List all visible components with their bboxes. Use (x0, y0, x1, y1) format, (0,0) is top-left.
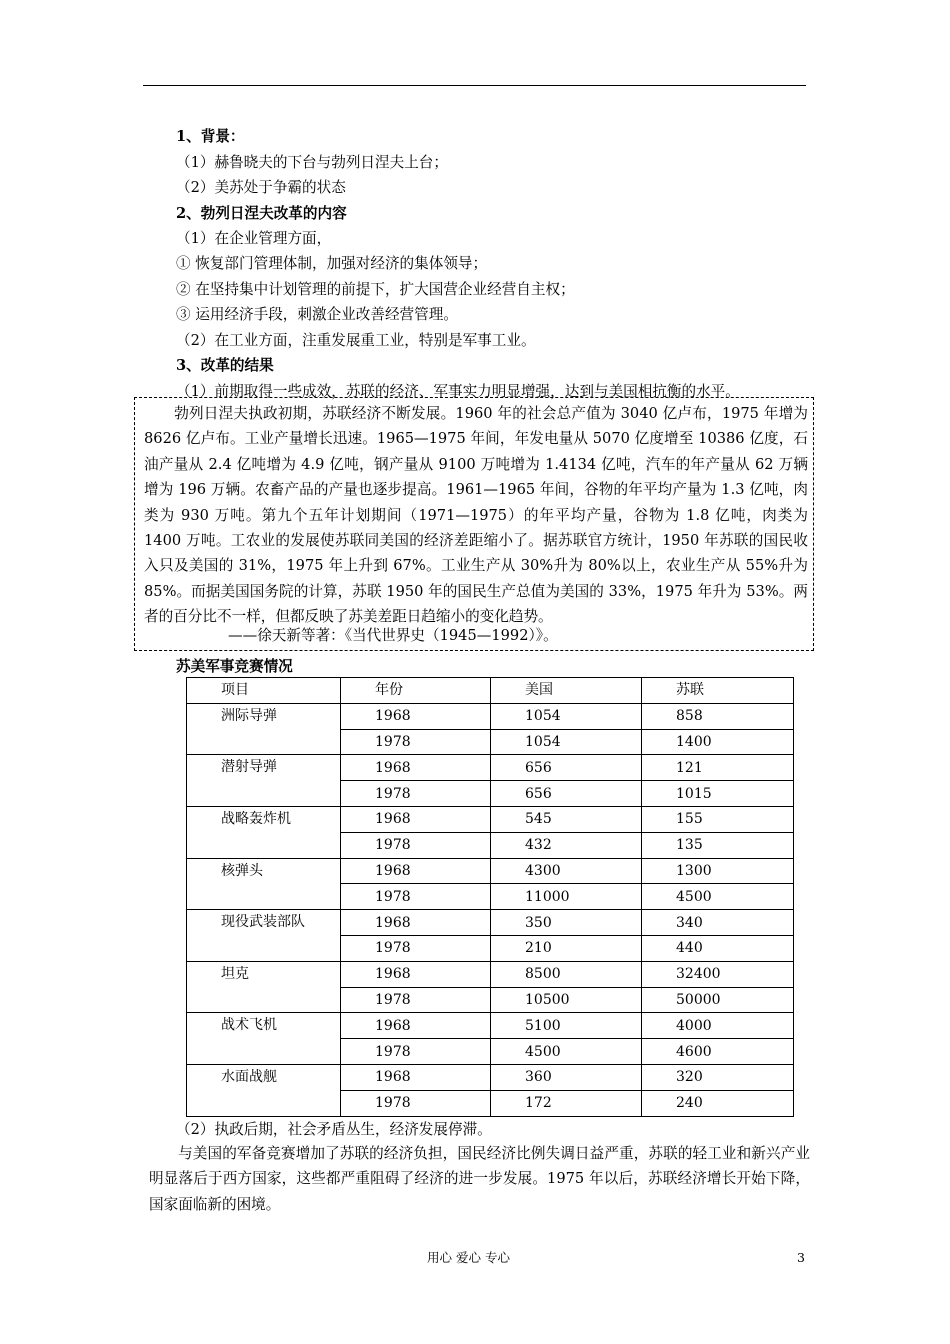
usa-cell: 172 (491, 1090, 642, 1116)
content-item-1a: ① 恢复部门管理体制，加强对经济的集体领导； (176, 255, 488, 272)
header-usa: 美国 (491, 678, 642, 704)
quote-body: 勃列日涅夫执政初期，苏联经济不断发展。1960 年的社会总产值为 3040 亿卢布，1975 年增为 8626 亿卢布。工业产量增长迅速。1965—1975 年间，年发电量从 5070 亿度增至 10386 亿度，石油产量从 2.4 亿吨增为 4.9 亿吨，钢产量从 9100 万吨增为 1.4134 亿吨，汽车的年产量从 62 万辆增为 196 万辆。农畜产品的产量也逐步提高。1961—1965 年间，谷物的年平均产量为 1.3 亿吨，肉类为 930 万吨。第九个五年计划期间（1971—1975）的年平均产量，谷物为 1.8 亿吨，肉类为 1400 万吨。工农业的发展使苏联同美国的经济差距缩小了。据苏联官方统计，1950 年苏联的国民收入只及美国的 31%，1975 年上升到 67%。工业生产从 30%升为 80%以上，农业生产从 55%升为 85%。而据美国国务院的计算，苏联 1950 年的国民生产总值为美国的 33%，1975 年升为 53%。两者的百分比不一样，但都反映了苏美差距日趋缩小的变化趋势。 (144, 405, 808, 626)
closing-paragraph (149, 1141, 810, 1217)
year-cell: 1978 (341, 987, 491, 1013)
item-cell: 水面战舰 (187, 1064, 341, 1116)
ussr-cell: 135 (642, 832, 794, 858)
closing-text: 与美国的军备竞赛增加了苏联的经济负担，国民经济比例失调日益严重，苏联的轻工业和新兴产业明显落后于西方国家，这些都严重阻碍了经济的进一步发展。1975 年以后，苏联经济增长开始下降，国家面临新的困境。 (149, 1145, 810, 1213)
ussr-cell: 121 (642, 755, 794, 781)
background-item-1: （1）赫鲁晓夫的下台与勃列日涅夫上台； (176, 154, 448, 171)
item-cell: 现役武装部队 (187, 910, 341, 962)
item-cell: 坦克 (187, 961, 341, 1013)
ussr-cell: 320 (642, 1064, 794, 1090)
header-ussr: 苏联 (642, 678, 794, 704)
header-rule (143, 85, 806, 86)
table-header-row (187, 678, 794, 704)
ussr-cell: 4600 (642, 1039, 794, 1065)
year-cell: 1968 (341, 755, 491, 781)
usa-cell: 4500 (491, 1039, 642, 1065)
year-cell: 1978 (341, 1090, 491, 1116)
usa-cell: 360 (491, 1064, 642, 1090)
usa-cell: 10500 (491, 987, 642, 1013)
result-item-1: （1）前期取得一些成效，苏联的经济、军事实力明显增强，达到与美国相抗衡的水平。 (176, 383, 740, 400)
ussr-cell: 32400 (642, 961, 794, 987)
usa-cell: 656 (491, 755, 642, 781)
usa-cell: 432 (491, 832, 642, 858)
usa-cell: 545 (491, 806, 642, 832)
year-cell: 1968 (341, 1013, 491, 1039)
year-cell: 1968 (341, 703, 491, 729)
ussr-cell: 240 (642, 1090, 794, 1116)
table-title: 苏美军事竞赛情况 (176, 658, 293, 675)
table-row (187, 961, 794, 987)
item-cell: 潜射导弹 (187, 755, 341, 807)
heading-reform-result: 3、改革的结果 (176, 357, 274, 374)
ussr-cell: 1015 (642, 781, 794, 807)
ussr-cell: 4500 (642, 884, 794, 910)
table-row (187, 858, 794, 884)
usa-cell: 11000 (491, 884, 642, 910)
ussr-cell: 1300 (642, 858, 794, 884)
item-cell: 战略轰炸机 (187, 806, 341, 858)
content-item-1b: ② 在坚持集中计划管理的前提下，扩大国营企业经营自主权； (176, 281, 575, 298)
ussr-cell: 340 (642, 910, 794, 936)
year-cell: 1968 (341, 1064, 491, 1090)
year-cell: 1968 (341, 806, 491, 832)
usa-cell: 4300 (491, 858, 642, 884)
ussr-cell: 440 (642, 935, 794, 961)
military-race-table (186, 677, 794, 1117)
year-cell: 1978 (341, 1039, 491, 1065)
ussr-cell: 1400 (642, 729, 794, 755)
ussr-cell: 50000 (642, 987, 794, 1013)
content-item-2: （2）在工业方面，注重发展重工业，特别是军事工业。 (176, 332, 536, 349)
item-cell: 战术飞机 (187, 1013, 341, 1065)
header-item: 项目 (187, 678, 341, 704)
content-item-1: （1）在企业管理方面， (176, 230, 332, 247)
ussr-cell: 155 (642, 806, 794, 832)
year-cell: 1978 (341, 935, 491, 961)
ussr-cell: 858 (642, 703, 794, 729)
header-year: 年份 (341, 678, 491, 704)
table-row (187, 703, 794, 729)
item-cell: 洲际导弹 (187, 703, 341, 755)
table-row (187, 806, 794, 832)
footer-motto: 用心 爱心 专心 (427, 1250, 510, 1265)
usa-cell: 210 (491, 935, 642, 961)
quote-citation: ——徐天新等著：《当代世界史（1945—1992）》。 (228, 627, 558, 644)
quote-text (144, 401, 808, 630)
year-cell: 1978 (341, 781, 491, 807)
usa-cell: 1054 (491, 729, 642, 755)
page-number: 3 (797, 1250, 805, 1265)
usa-cell: 5100 (491, 1013, 642, 1039)
usa-cell: 656 (491, 781, 642, 807)
table-row (187, 755, 794, 781)
year-cell: 1978 (341, 884, 491, 910)
heading-background: 1、背景： (176, 128, 245, 145)
item-cell: 核弹头 (187, 858, 341, 910)
year-cell: 1968 (341, 961, 491, 987)
background-item-2: （2）美苏处于争霸的状态 (176, 179, 346, 196)
usa-cell: 8500 (491, 961, 642, 987)
year-cell: 1978 (341, 832, 491, 858)
year-cell: 1968 (341, 858, 491, 884)
usa-cell: 350 (491, 910, 642, 936)
result-item-2: （2）执政后期，社会矛盾丛生，经济发展停滞。 (176, 1121, 492, 1138)
usa-cell: 1054 (491, 703, 642, 729)
content-item-1c: ③ 运用经济手段，刺激企业改善经营管理。 (176, 306, 458, 323)
ussr-cell: 4000 (642, 1013, 794, 1039)
table-row (187, 910, 794, 936)
table-row (187, 1013, 794, 1039)
year-cell: 1978 (341, 729, 491, 755)
table-row (187, 1064, 794, 1090)
year-cell: 1968 (341, 910, 491, 936)
heading-reform-content: 2、勃列日涅夫改革的内容 (176, 205, 347, 222)
